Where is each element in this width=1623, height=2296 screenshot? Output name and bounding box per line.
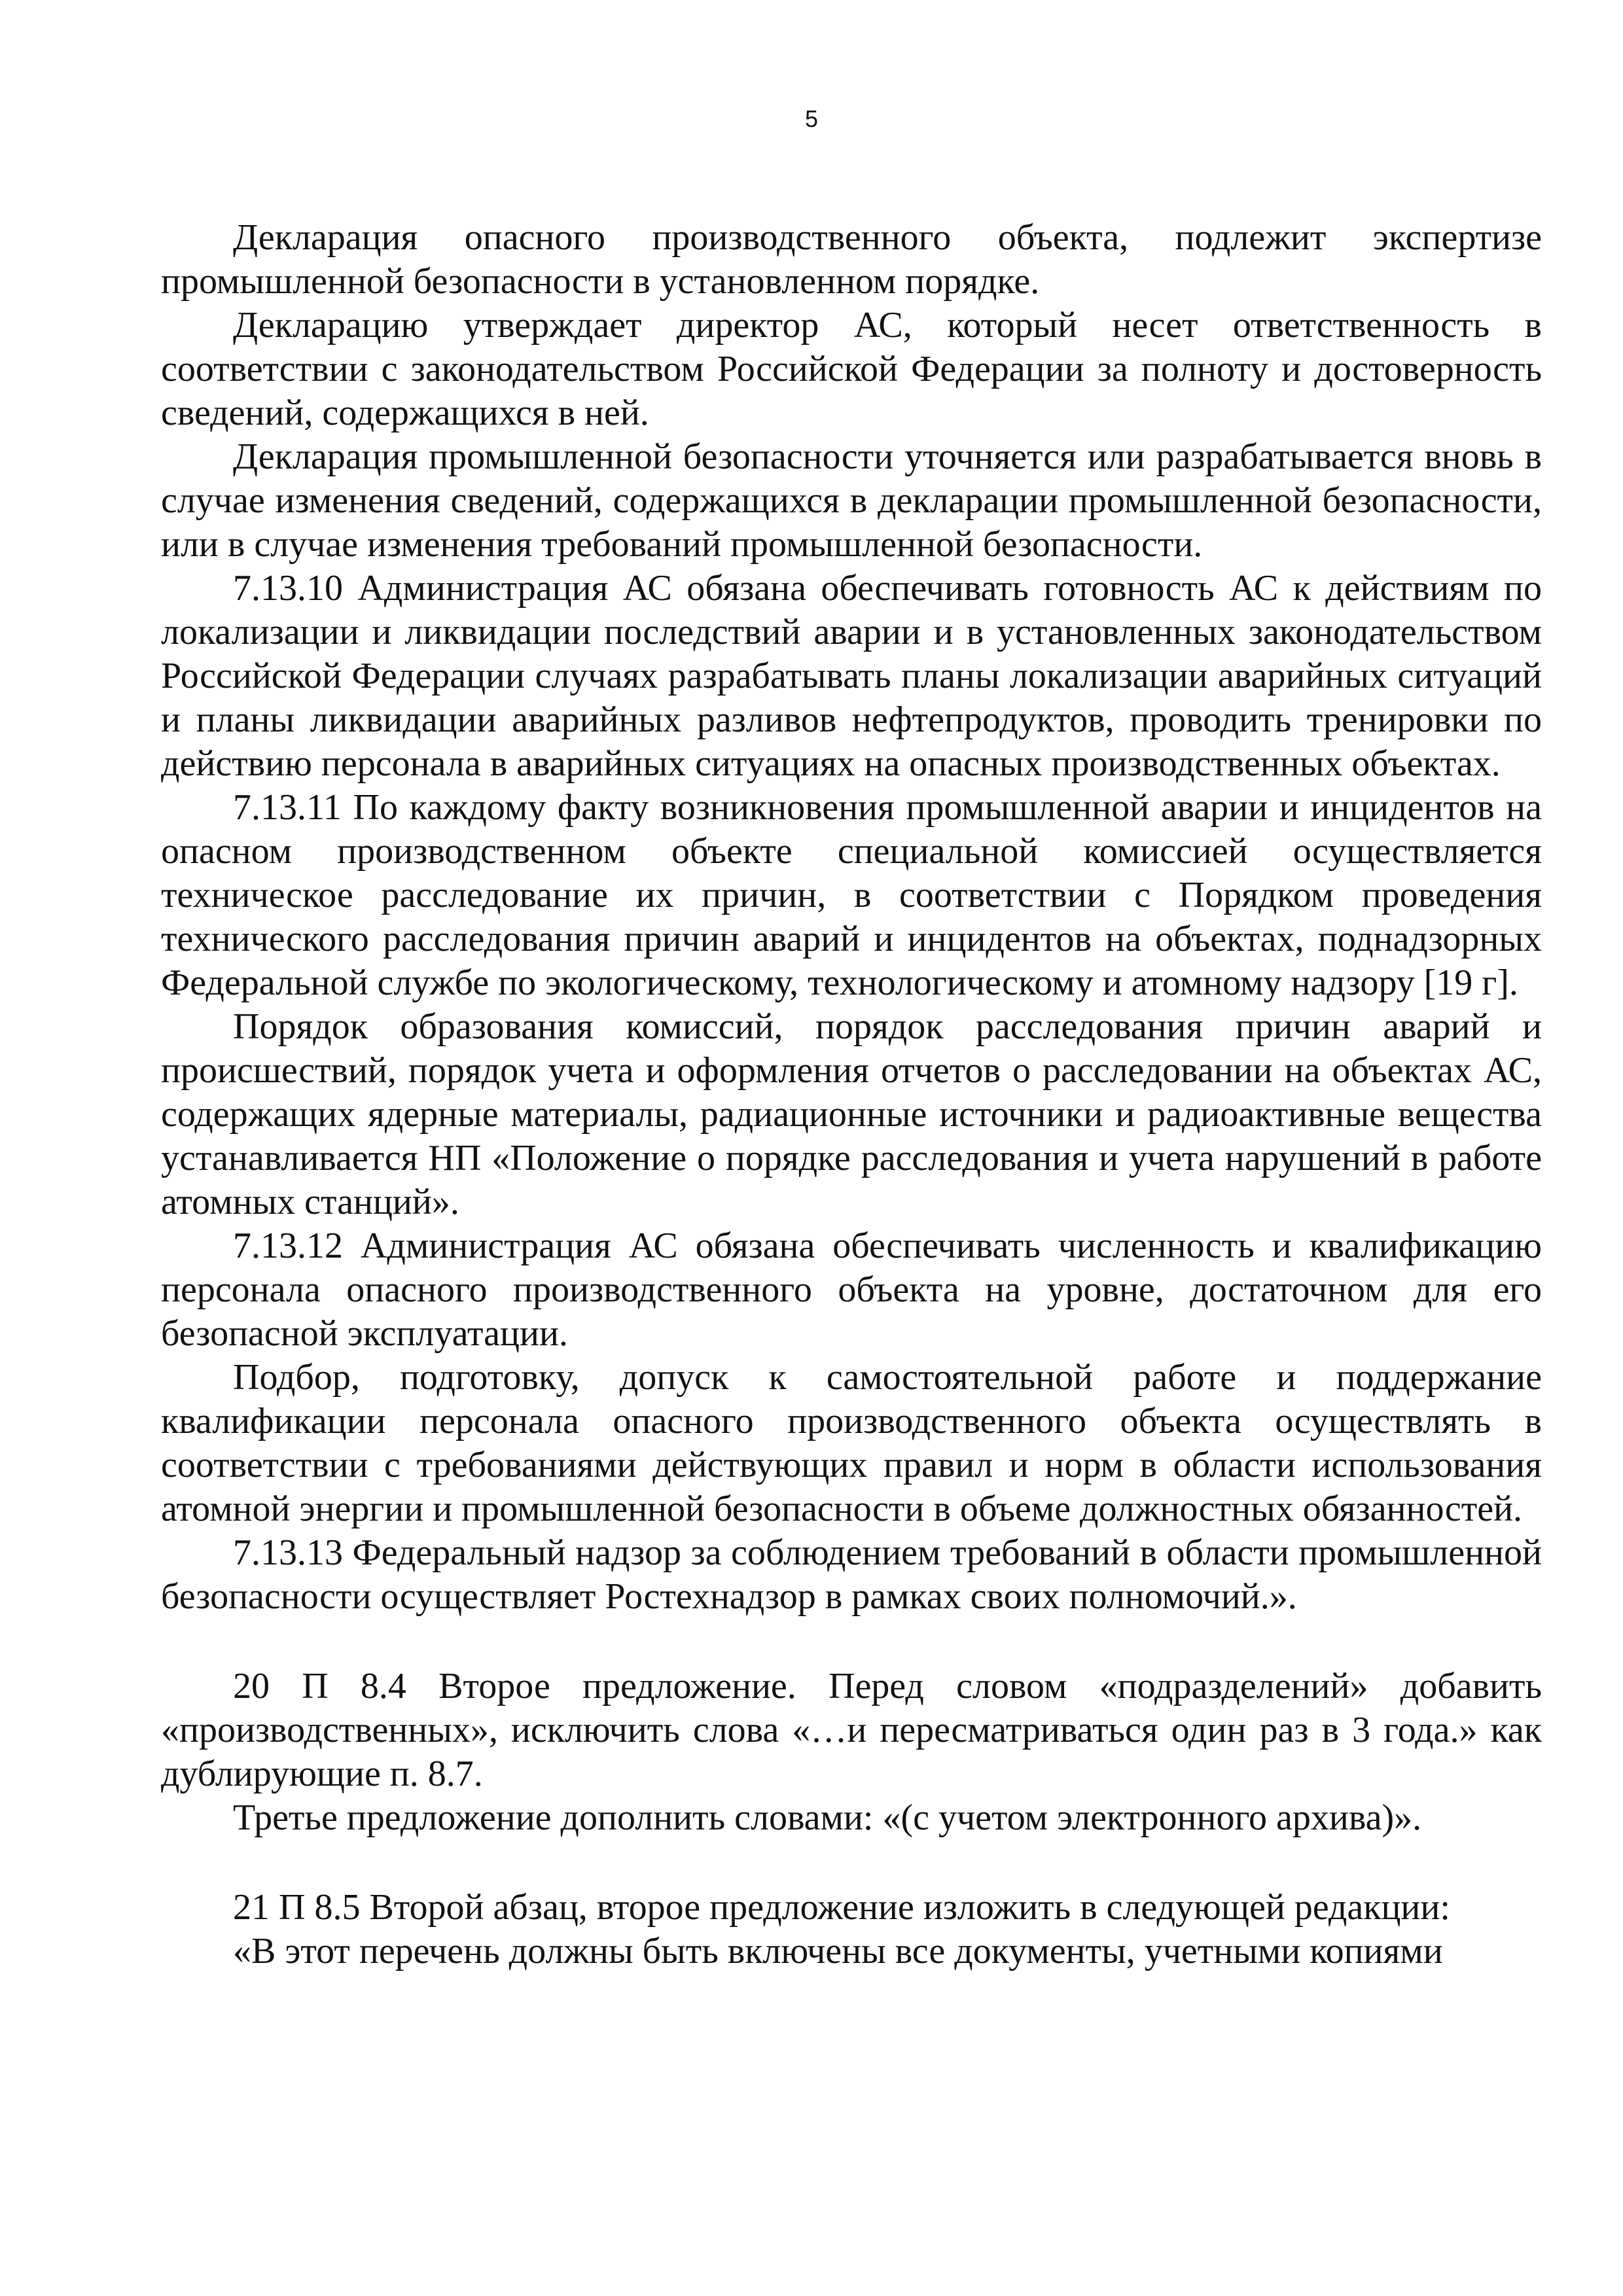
paragraph-7-13-12: 7.13.12 Администрация АС обязана обеспечивать численность и квалификацию персонала опасного производственного объекта на уровне, достаточном для его безопасной эксплуатации.: [161, 1226, 1542, 1354]
paragraph-item-21: 21 П 8.5 Второй абзац, второе предложение изложить в следующей редакции:: [233, 1887, 1450, 1928]
paragraph-declaration-approval: Декларацию утверждает директор АС, который несет ответственность в соответствии с законодательством Российской Федерации за полноту и достоверность сведений, содержащихся в ней.: [161, 305, 1542, 433]
section-gap: [161, 1619, 1542, 1665]
paragraph-personnel-training: Подбор, подготовку, допуск к самостоятельной работе и поддержание квалификации персонала опасного производственного объекта осуществлять в соответствии с требованиями действующих правил и норм в области использования атомной энергии и промышленной безопасности в объеме должностных обязанностей.: [161, 1357, 1542, 1529]
paragraph-7-13-13: 7.13.13 Федеральный надзор за соблюдением требований в области промышленной безопасности осуществляет Ростехнадзор в рамках своих полномочий.».: [161, 1532, 1542, 1617]
paragraph-item-20-third-sentence: Третье предложение дополнить словами: «(с учетом электронного архива)».: [233, 1797, 1422, 1838]
section-gap: [161, 1840, 1542, 1886]
paragraph-declaration-update: Декларация промышленной безопасности уточняется или разрабатывается вновь в случае изменения сведений, содержащихся в декларации промышленной безопасности, или в случае изменения требований промышленной безопасности.: [161, 436, 1542, 565]
paragraph-item-20: 20 П 8.4 Второе предложение. Перед словом «подразделений» добавить «производственных», исключить слова «…и пересматриваться один раз в 3 года.» как дублирующие п. 8.7.: [161, 1666, 1542, 1794]
page-number: 5: [804, 105, 819, 132]
paragraph-7-13-10: 7.13.10 Администрация АС обязана обеспечивать готовность АС к действиям по локализации и ликвидации последствий аварии и в установленных законодательством Российской Федерации случаях разрабатывать планы локализации аварийных ситуаций и планы ликвидации аварийных разливов нефтепродуктов, проводить тренировки по действию персонала в аварийных ситуациях на опасных производственных объектах.: [161, 568, 1542, 784]
paragraph-commission-order: Порядок образования комиссий, порядок расследования причин аварий и происшествий, порядок учета и оформления отчетов о расследовании на объектах АС, содержащих ядерные материалы, радиационные источники и радиоактивные вещества устанавливается НП «Положение о порядке расследования и учета нарушений в работе атомных станций».: [161, 1006, 1542, 1222]
document-body: [161, 216, 1542, 1973]
paragraph-7-13-11: 7.13.11 По каждому факту возникновения промышленной аварии и инцидентов на опасном производственном объекте специальной комиссией осуществляется техническое расследование их причин, в соответствии с Порядком проведения технического расследования причин аварий и инцидентов на объектах, поднадзорных Федеральной службе по экологическому, технологическому и атомному надзору [19 г].: [161, 787, 1542, 1003]
paragraph-declaration-expertise: Декларация опасного производственного объекта, подлежит экспертизе промышленной безопасности в установленном порядке.: [161, 217, 1542, 302]
paragraph-item-21-quote: «В этот перечень должны быть включены все документы, учетными копиями: [233, 1931, 1443, 1971]
